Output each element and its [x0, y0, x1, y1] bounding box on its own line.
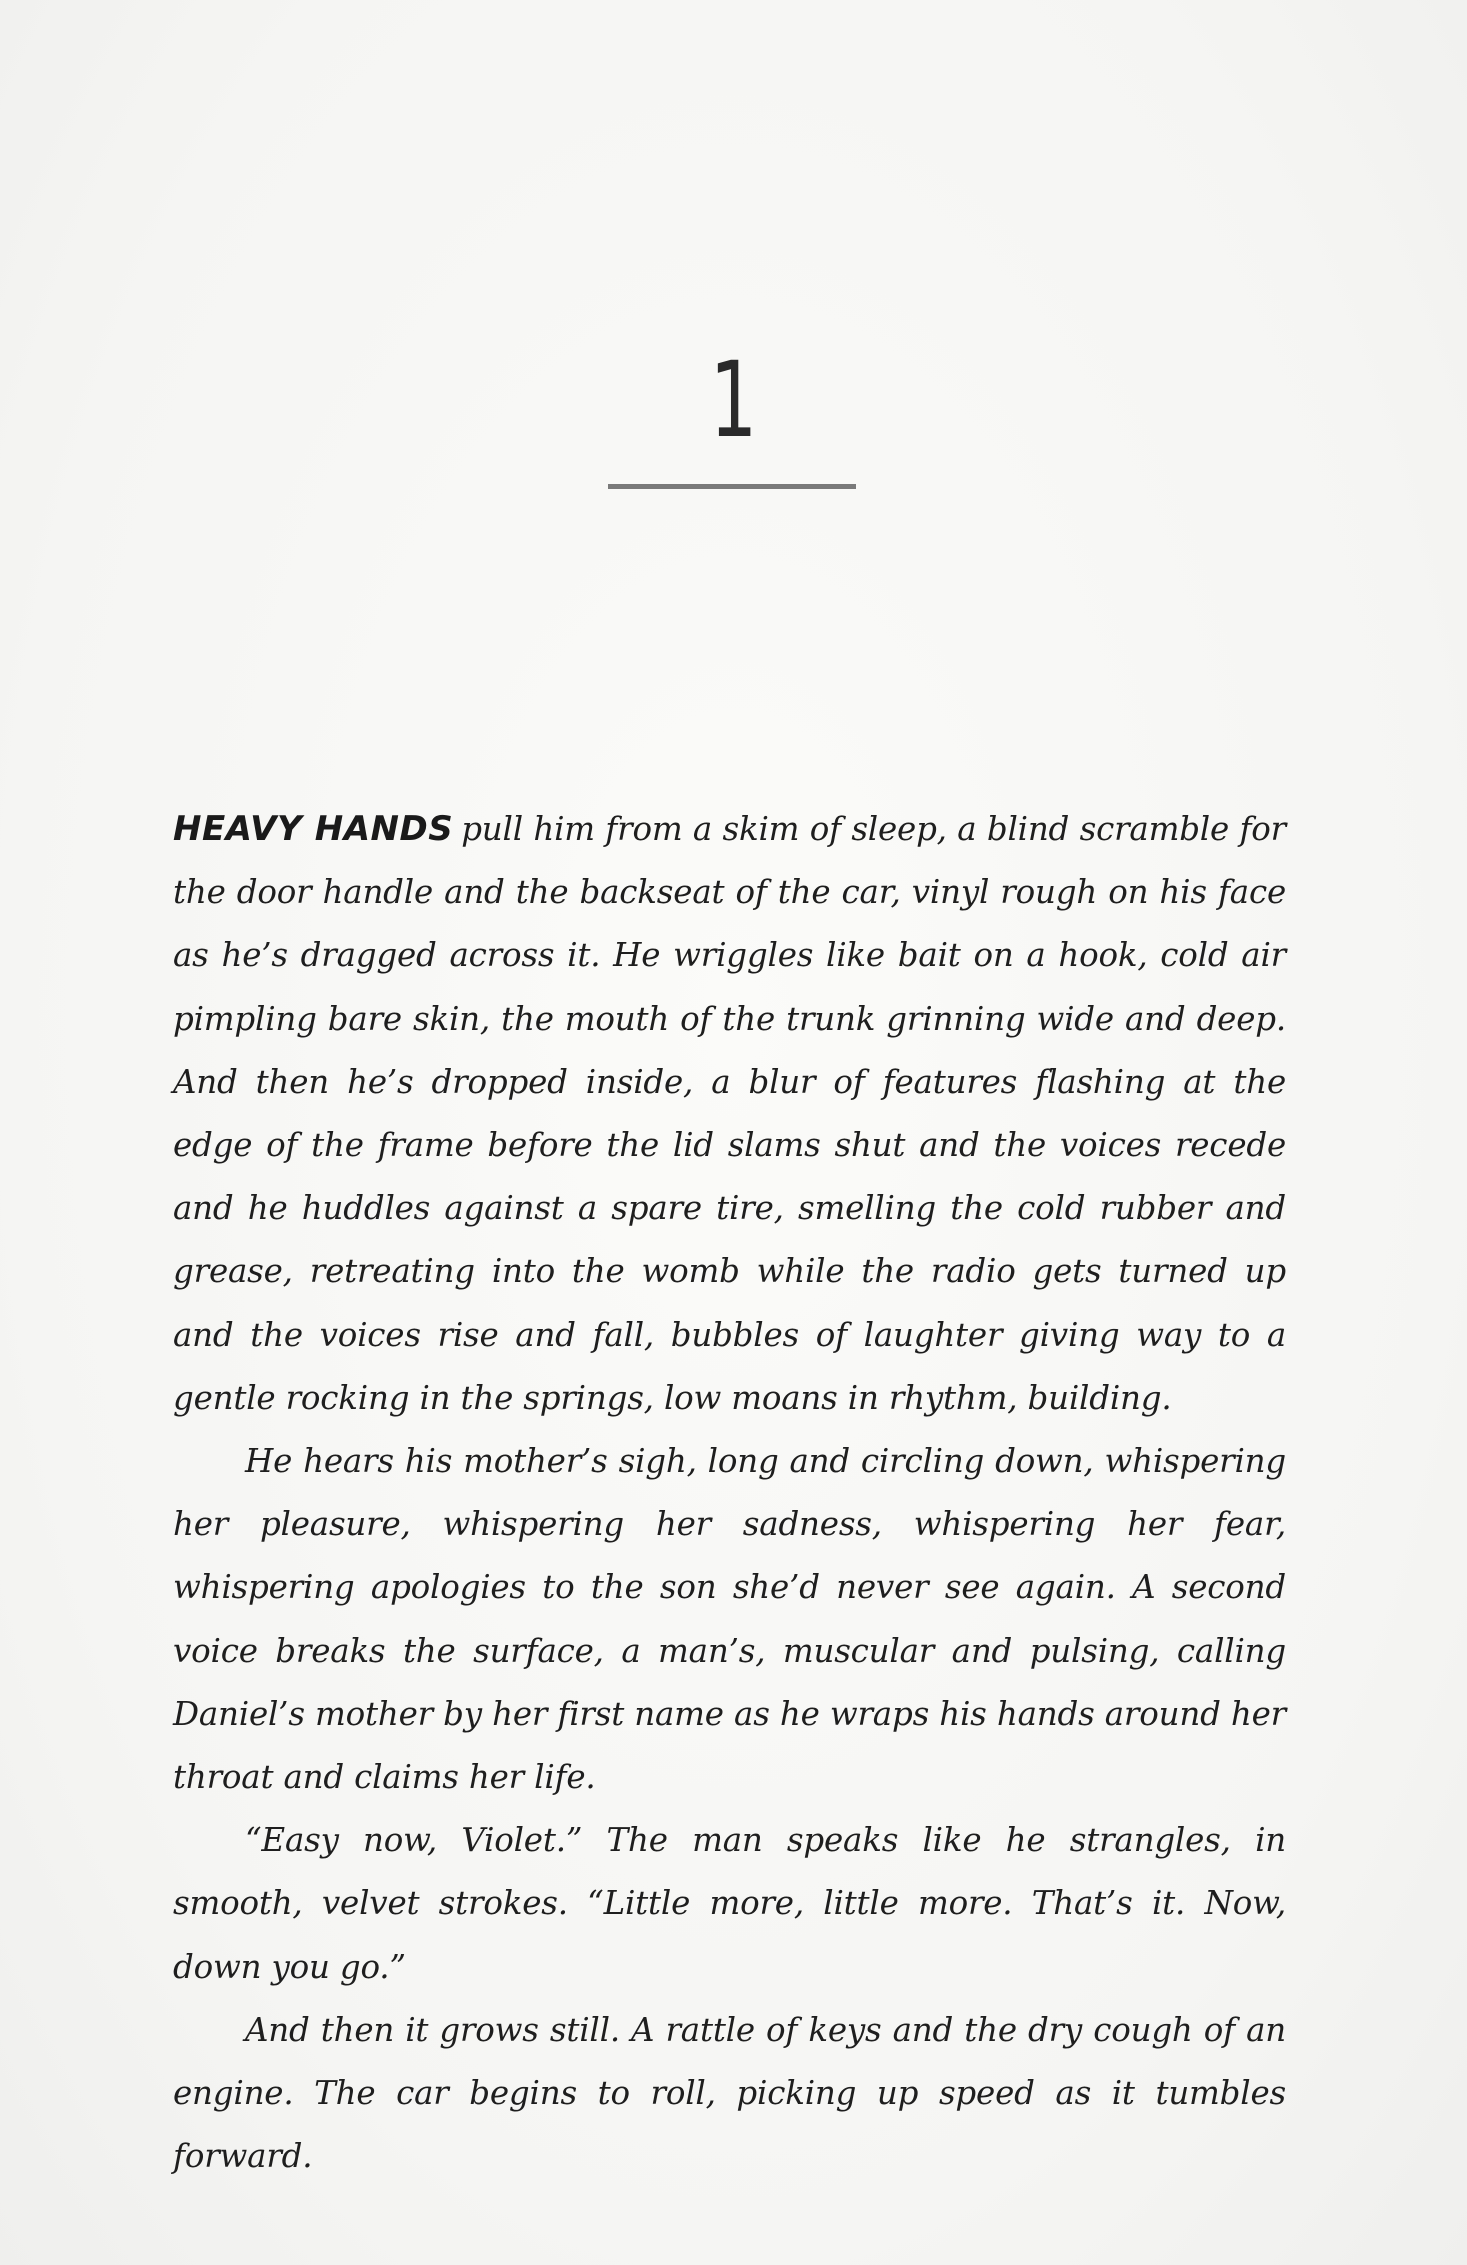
paragraph-1 [173, 798, 1286, 1430]
paragraph-2: He hears his mother’s sigh, long and circling down, whispering her pleasure, whispering her sadness, whispering her fear, whispering apologies to the son she’d never see again. A second voice breaks the surface, a man’s, muscular and pulsing, calling Daniel’s mother by her first name as he wraps his hands around her throat and claims her life. [173, 1442, 1286, 1797]
paragraph-3: “Easy now, Violet.” The man speaks like he strangles, in smooth, velvet strokes. “Little more, little more. That’s it. Now, down you go.” [173, 1821, 1286, 1986]
chapter-body [173, 798, 1286, 2188]
lead-in-small-caps: HEAVY HANDS [173, 809, 454, 849]
paragraph-1-text: pull him from a skim of sleep, a blind scramble for the door handle and the backseat of the car, vinyl rough on his face as he’s dragged across it. He wriggles like bait on a hook, cold air pimpling bare skin, the mouth of the trunk grinning wide and deep. And then he’s dropped inside, a blur of features flashing at the edge of the frame before the lid slams shut and the voices recede and he huddles against a spare tire, smelling the cold rubber and grease, retreating into the womb while the radio gets turned up and the voices rise and fall, bubbles of laughter giving way to a gentle rocking in the springs, low moans in rhythm, building. [173, 810, 1286, 1417]
paragraph-4: And then it grows still. A rattle of keys and the dry cough of an engine. The car begins to roll, picking up speed as it tumbles forward. [173, 2010, 1286, 2176]
chapter-divider [608, 484, 856, 489]
chapter-number: 1 [709, 339, 758, 461]
